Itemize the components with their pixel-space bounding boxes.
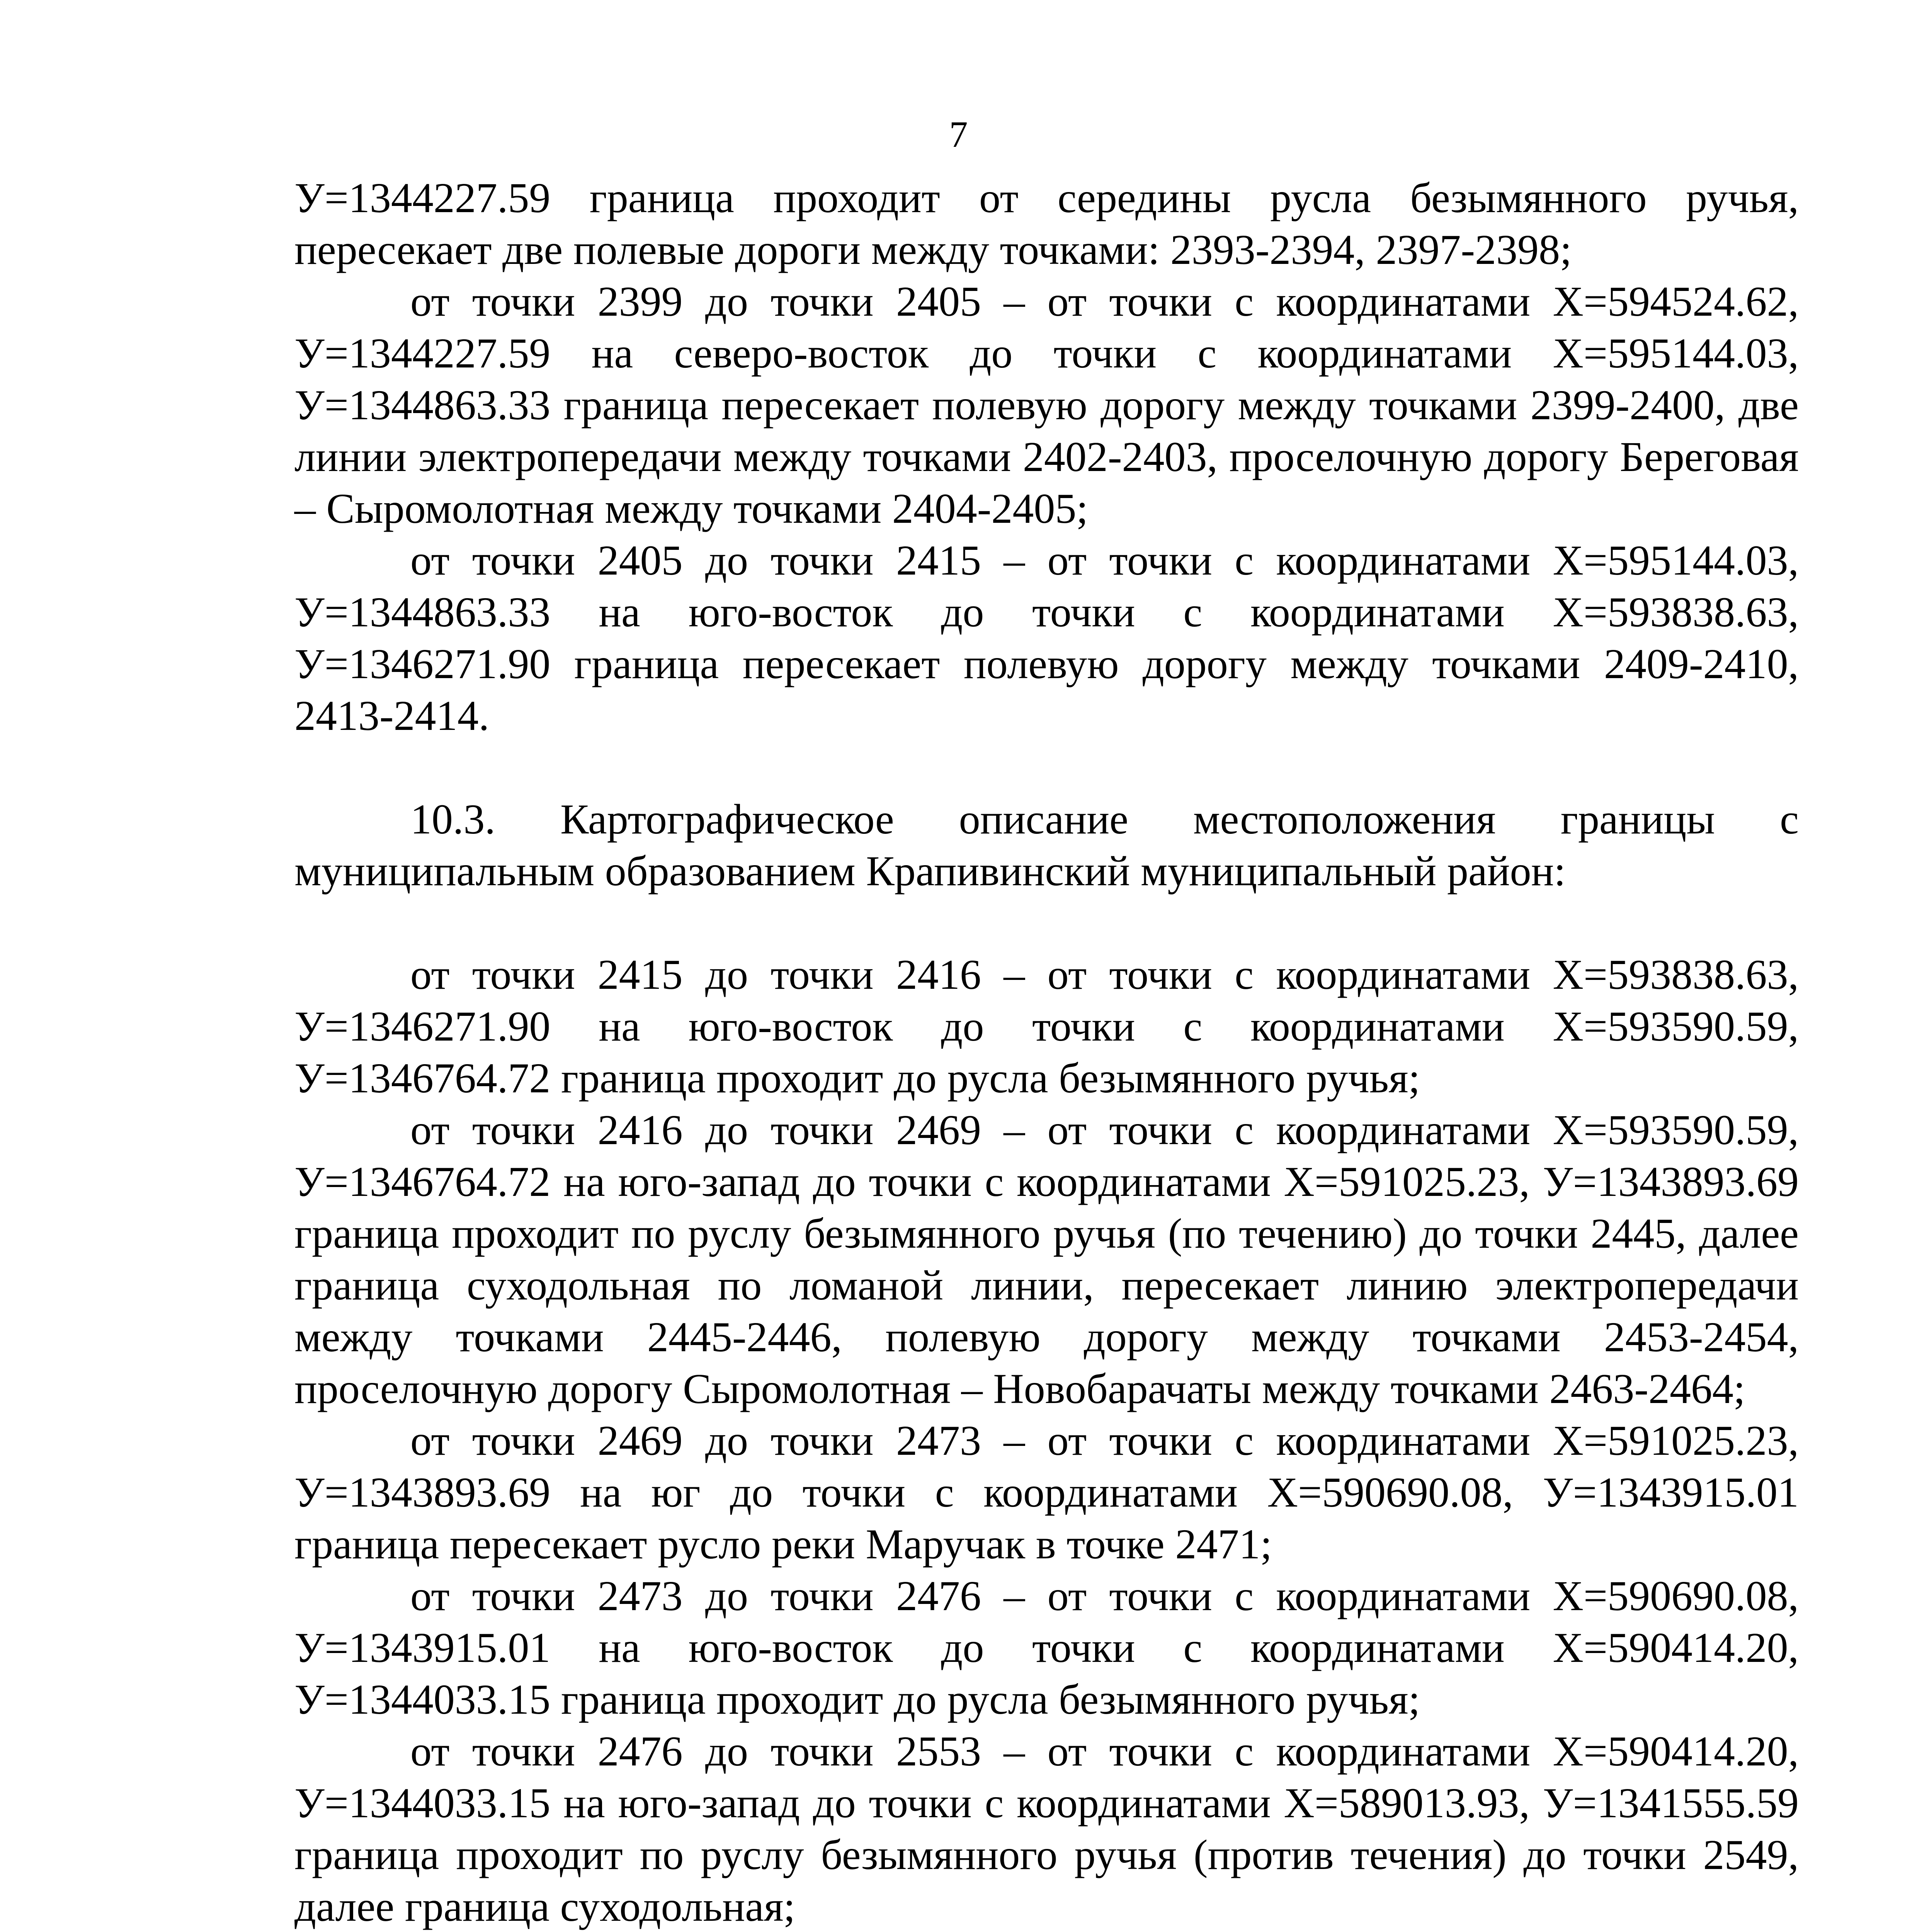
paragraph-continuation: У=1344227.59 граница проходит от середины русла безымянного ручья, пересекает две полевые дороги между точками: 2393-2394, 2397-2398; bbox=[294, 174, 1799, 273]
section-heading-10-3: 10.3. Картографическое описание местоположения границы с муниципальным образованием Крапивинский муниципальный район: bbox=[294, 796, 1799, 895]
paragraph-segment-2469-2473: от точки 2469 до точки 2473 – от точки с координатами Х=591025.23, У=1343893.69 на юг до точки с координатами Х=590690.08, У=1343915.01 граница пересекает русло реки Маручак в точке 2471; bbox=[294, 1417, 1799, 1568]
page-number: 7 bbox=[949, 114, 968, 155]
paragraph-segment-2399-2405: от точки 2399 до точки 2405 – от точки с координатами Х=594524.62, У=1344227.59 на северо-восток до точки с координатами Х=595144.03, У=1344863.33 граница пересекает полевую дорогу между точками 2399-2400, две линии электропередачи между точками 2402-2403, проселочную дорогу Береговая – Сыромолотная между точками 2404-2405; bbox=[294, 278, 1799, 532]
paragraph-segment-2476-2553: от точки 2476 до точки 2553 – от точки с координатами Х=590414.20, У=1344033.15 на юго-запад до точки с координатами Х=589013.93, У=1341555.59 граница проходит по руслу безымянного ручья (против течения) до точки 2549, далее граница суходольная; bbox=[294, 1728, 1799, 1930]
paragraph-segment-2405-2415: от точки 2405 до точки 2415 – от точки с координатами Х=595144.03, У=1344863.33 на юго-восток до точки с координатами Х=593838.63, У=1346271.90 граница пересекает полевую дорогу между точками 2409-2410, 2413-2414. bbox=[294, 537, 1799, 739]
document-body bbox=[294, 172, 1799, 1932]
paragraph-segment-2473-2476: от точки 2473 до точки 2476 – от точки с координатами Х=590690.08, У=1343915.01 на юго-восток до точки с координатами Х=590414.20, У=1344033.15 граница проходит до русла безымянного ручья; bbox=[294, 1572, 1799, 1723]
paragraph-segment-2416-2469: от точки 2416 до точки 2469 – от точки с координатами Х=593590.59, У=1346764.72 на юго-запад до точки с координатами Х=591025.23, У=1343893.69 граница проходит по руслу безымянного ручья (по течению) до точки 2445, далее граница суходольная по ломаной линии, пересекает линию электропередачи между точками 2445-2446, полевую дорогу между точками 2453-2454, проселочную дорогу Сыромолотная – Новобарачаты между точками 2463-2464; bbox=[294, 1106, 1799, 1412]
paragraph-segment-2415-2416: от точки 2415 до точки 2416 – от точки с координатами Х=593838.63, У=1346271.90 на юго-восток до точки с координатами Х=593590.59, У=1346764.72 граница проходит до русла безымянного ручья; bbox=[294, 951, 1799, 1102]
